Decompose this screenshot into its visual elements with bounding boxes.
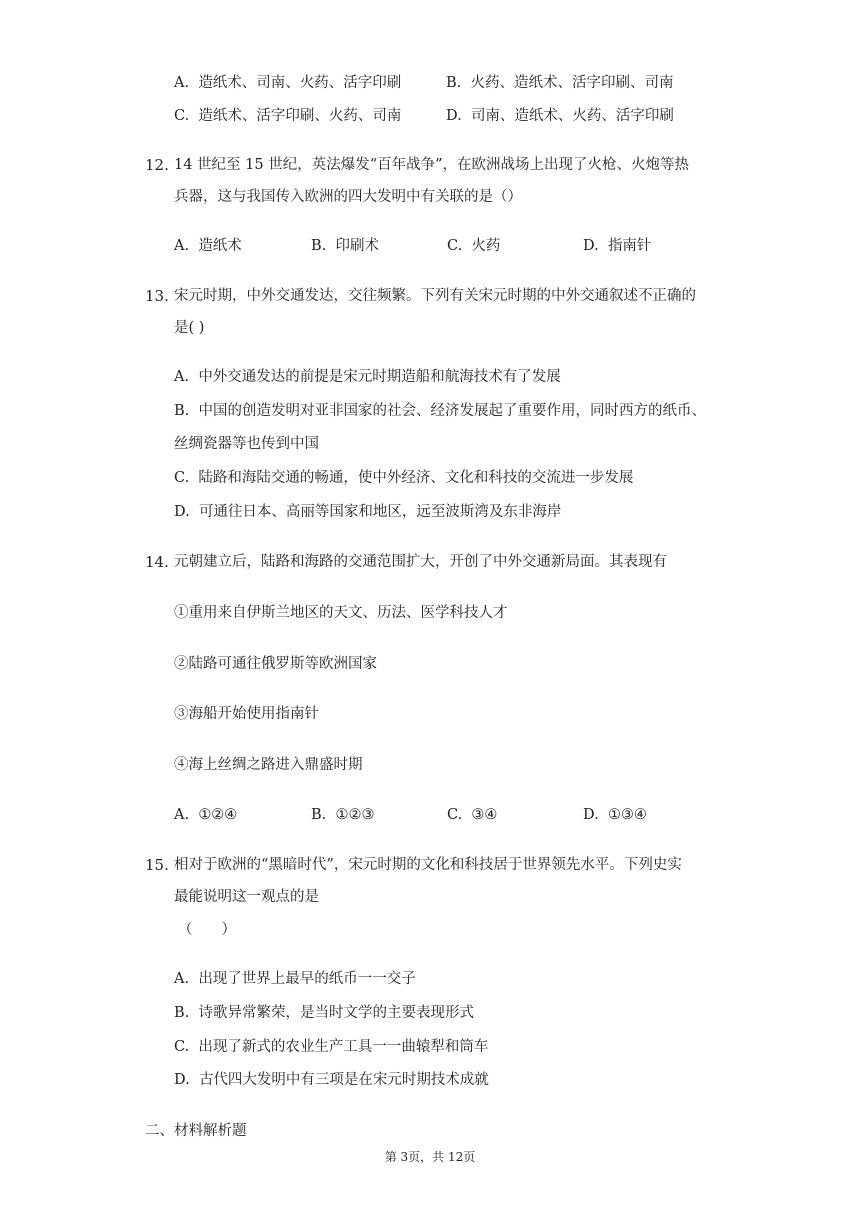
statement-item: ③海船开始使用指南针: [174, 706, 319, 722]
question-number: 14.: [145, 553, 169, 571]
q11-option-d: [446, 106, 674, 126]
option-label: C.: [174, 108, 190, 124]
option-text: 指南针: [607, 238, 652, 254]
option-label: D.: [174, 1072, 190, 1088]
question-number: 13.: [145, 287, 169, 305]
option-text: 出现了新式的农业生产工具一一曲辕犁和筒车: [198, 1039, 489, 1055]
option-text: ③④: [471, 807, 498, 823]
option-text: 诗歌异常繁荣，是当时文学的主要表现形式: [198, 1005, 474, 1021]
option-label: A.: [174, 807, 190, 823]
q12-option-c: [447, 236, 500, 256]
question-stem-line: 元朝建立后，陆路和海路的交通范围扩大，开创了中外交通新局面。其表现有: [174, 554, 667, 570]
option-text: 陆路和海陆交通的畅通，使中外经济、文化和科技的交流进一步发展: [198, 470, 634, 486]
q15-option-d: [174, 1070, 489, 1090]
q13-option-b: [174, 401, 706, 421]
option-text: ①②③: [335, 807, 375, 823]
option-text: 造纸术、活字印刷、火药、司南: [198, 108, 402, 124]
option-label: A.: [174, 238, 190, 254]
q11-option-c: [174, 106, 401, 126]
option-text: 印刷术: [335, 238, 379, 254]
option-label: B.: [311, 807, 327, 823]
option-text: 造纸术、司南、火药、活字印刷: [198, 75, 402, 91]
statement-item: ①重用来自伊斯兰地区的天文、历法、医学科技人才: [174, 605, 508, 621]
option-label: C.: [447, 238, 463, 254]
option-label: B.: [446, 75, 462, 91]
question-number: 12.: [145, 156, 169, 174]
q15-option-b: [174, 1003, 474, 1023]
section-heading: 二、材料解析题: [145, 1123, 247, 1139]
q13-option-d: [174, 502, 561, 522]
q15-option-c: [174, 1037, 488, 1057]
option-label: C.: [174, 470, 190, 486]
option-text: 司南、造纸术、火药、活字印刷: [470, 108, 674, 124]
question-stem-line: 14 世纪至 15 世纪，英法爆发“百年战争”，在欧洲战场上出现了火枪、火炮等热: [174, 157, 690, 173]
question-stem-line: 宋元时期，中外交通发达，交往频繁。下列有关宋元时期的中外交通叙述不正确的: [174, 288, 696, 304]
option-text: 古代四大发明中有三项是在宋元时期技术成就: [198, 1072, 489, 1088]
option-label: B.: [174, 403, 190, 419]
option-text: ①②④: [198, 807, 238, 823]
question-stem-line: 兵器，这与我国传入欧洲的四大发明中有关联的是（）: [174, 189, 522, 205]
question-stem-line: 相对于欧洲的“黑暗时代”，宋元时期的文化和科技居于世界领先水平。下列史实: [174, 857, 682, 873]
option-text: 火药: [471, 238, 501, 254]
answer-blank: （ ）: [178, 922, 236, 938]
statement-item: ②陆路可通往俄罗斯等欧洲国家: [174, 656, 377, 672]
question-stem-line: 最能说明这一观点的是: [174, 889, 319, 905]
q12-option-b: [311, 236, 379, 256]
option-label: D.: [583, 238, 599, 254]
option-label: D.: [446, 108, 462, 124]
option-label: C.: [174, 1039, 190, 1055]
option-text: 火药、造纸术、活字印刷、司南: [470, 75, 674, 91]
option-label: D.: [583, 807, 599, 823]
question-number: 15.: [145, 856, 169, 874]
question-stem-line: 是( ): [174, 320, 205, 336]
q14-option-d: [583, 805, 647, 825]
q12-option-a: [174, 236, 242, 256]
option-label: A.: [174, 75, 190, 91]
option-label: B.: [174, 1005, 190, 1021]
option-text: 中外交通发达的前提是宋元时期造船和航海技术有了发展: [198, 369, 561, 385]
q14-option-b: [311, 805, 374, 825]
q15-option-a: [174, 969, 416, 989]
option-label: A.: [174, 369, 190, 385]
q13-option-a: [174, 367, 561, 387]
option-continuation: 丝绸瓷器等也传到中国: [174, 436, 319, 452]
option-text: 可通往日本、高丽等国家和地区，远至波斯湾及东非海岸: [198, 504, 562, 520]
q14-option-a: [174, 805, 237, 825]
statement-item: ④海上丝绸之路进入鼎盛时期: [174, 757, 363, 773]
option-text: 造纸术: [198, 238, 242, 254]
option-label: B.: [311, 238, 327, 254]
option-text: 出现了世界上最早的纸币一一交子: [198, 971, 416, 987]
option-label: A.: [174, 971, 190, 987]
q11-option-a: [174, 73, 401, 93]
q12-option-d: [583, 236, 651, 256]
option-label: D.: [174, 504, 190, 520]
option-text: 中国的创造发明对亚非国家的社会、经济发展起了重要作用，同时西方的纸币、: [198, 403, 706, 419]
option-label: C.: [447, 807, 463, 823]
q11-option-b: [446, 73, 673, 93]
q14-option-c: [447, 805, 497, 825]
q13-option-c: [174, 468, 633, 488]
page-footer: 第 3页，共 12页: [384, 1150, 476, 1164]
option-text: ①③④: [607, 807, 647, 823]
